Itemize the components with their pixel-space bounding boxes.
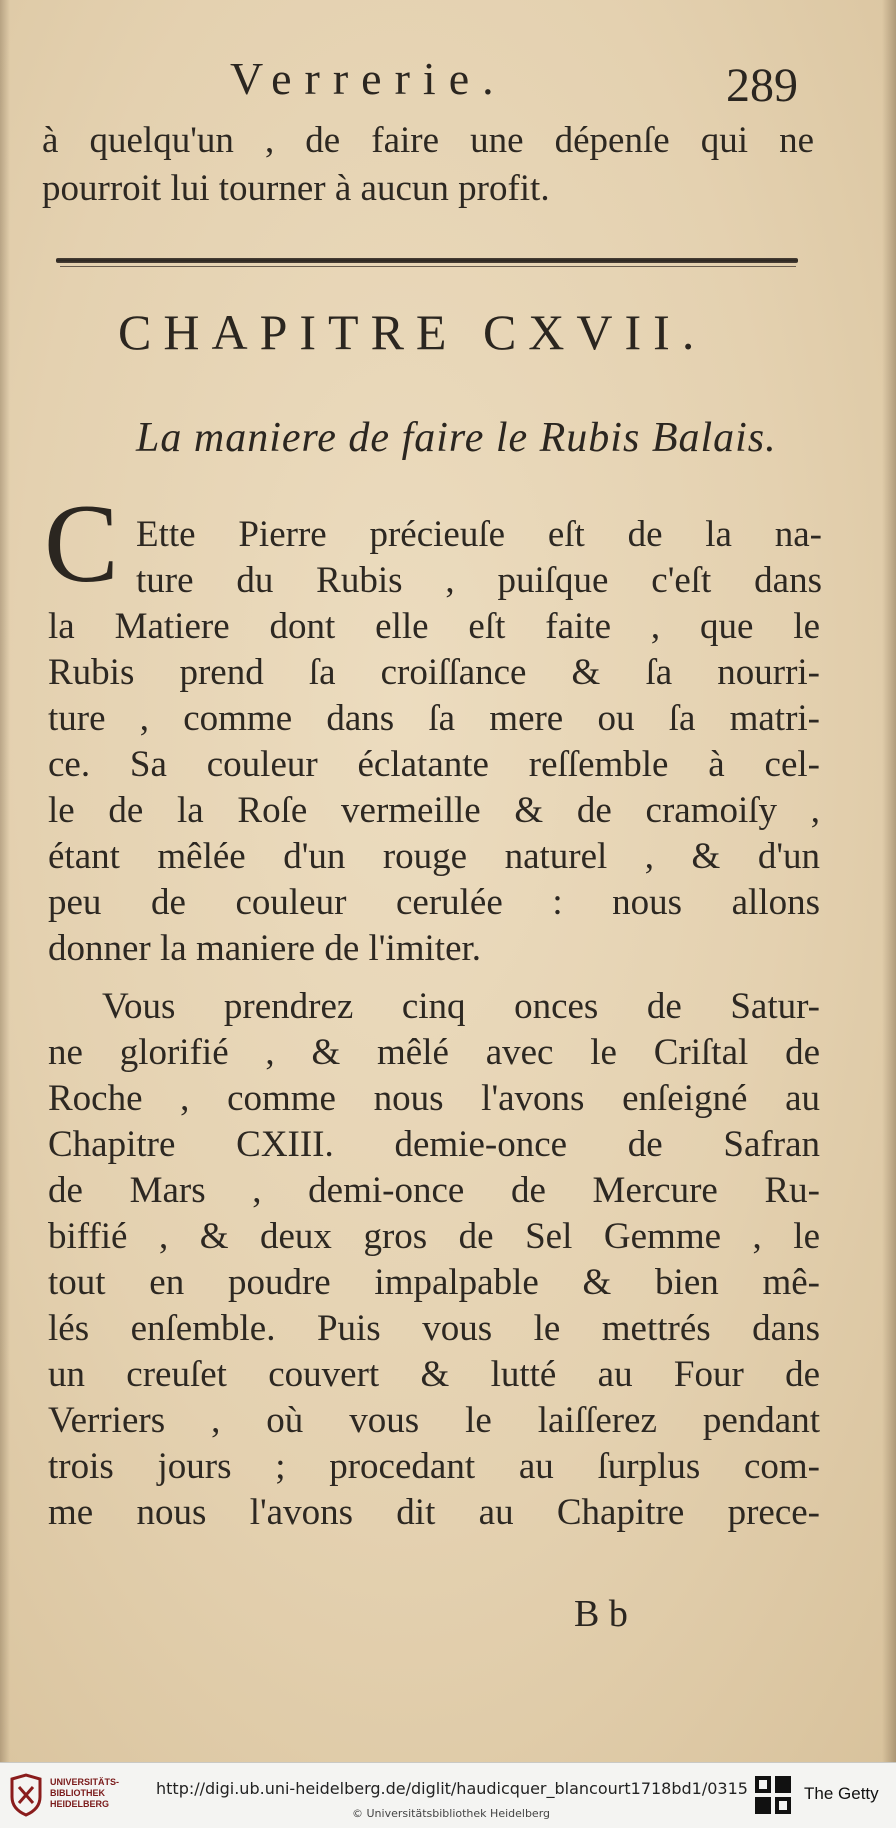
page-shadow-right: [882, 0, 896, 1762]
paragraph1-line-9: peu de couleur cerulée : nous allons: [48, 882, 820, 923]
paragraph2-line-2: ne glorifié , & mêlé avec le Criſtal de: [48, 1032, 820, 1073]
paragraph2-line-8: lés enſemble. Puis vous le mettrés dans: [48, 1308, 820, 1349]
paragraph2-line-3: Roche , comme nous l'avons enſeigné au: [48, 1078, 820, 1119]
paragraph1-line-10: donner la maniere de l'imiter.: [48, 928, 482, 969]
running-head: Verrerie.: [230, 53, 507, 104]
getty-logo-icon: [754, 1775, 792, 1815]
partner-name: The Getty: [804, 1784, 879, 1803]
chapter-title: CHAPITRE CXVII.: [118, 304, 707, 360]
copyright-notice: © Universitätsbibliothek Heidelberg: [352, 1807, 551, 1820]
viewer-footer: [0, 1762, 896, 1828]
carryover-line-1: à quelqu'un , de faire une dépenſe qui ne: [42, 120, 814, 161]
paragraph2-line-10: Verriers , où vous le laiſſerez pendant: [48, 1400, 820, 1441]
paragraph2-line-9: un creuſet couvert & lutté au Four de: [48, 1354, 820, 1395]
paragraph2-line-6: biffié , & deux gros de Sel Gemme , le: [48, 1216, 820, 1257]
catchword-signature: B b: [574, 1593, 628, 1635]
paragraph2-line-12: me nous l'avons dit au Chapitre prece-: [48, 1492, 820, 1533]
paragraph2-line-5: de Mars , demi-once de Mercure Ru-: [48, 1170, 820, 1211]
paragraph1-line-6: ce. Sa couleur éclatante reſſemble à cel-: [48, 744, 820, 785]
paragraph2-line-11: trois jours ; procedant au ſurplus com-: [48, 1446, 820, 1487]
paragraph2-line-4: Chapitre CXIII. demie-once de Safran: [48, 1124, 820, 1165]
paragraph2-line-7: tout en poudre impalpable & bien mê-: [48, 1262, 820, 1303]
chapter-subtitle: La maniere de faire le Rubis Balais.: [136, 415, 777, 461]
paragraph1-line-7: le de la Roſe vermeille & de cramoiſy ,: [48, 790, 820, 831]
section-rule-thin: [60, 266, 796, 267]
drop-cap: C: [44, 482, 119, 606]
permalink-url[interactable]: http://digi.ub.uni-heidelberg.de/diglit/haudicquer_blancourt1718bd1/0315: [156, 1779, 748, 1798]
paragraph1-line-5: ture , comme dans ſa mere ou ſa matri-: [48, 698, 820, 739]
university-seal-icon: [8, 1773, 44, 1817]
paragraph1-line-3: la Matiere dont elle eſt faite , que le: [48, 606, 820, 647]
page-shadow-left: [0, 0, 10, 1762]
section-rule: [56, 258, 798, 263]
paragraph1-line-8: étant mêlée d'un rouge naturel , & d'un: [48, 836, 820, 877]
paragraph1-line-1: Ette Pierre précieuſe eſt de la na-: [136, 514, 822, 555]
paragraph2-line-1: Vous prendrez cinq onces de Satur-: [102, 986, 820, 1027]
paragraph1-line-4: Rubis prend ſa croiſſance & ſa nourri-: [48, 652, 820, 693]
institution-name: UNIVERSITÄTS- BIBLIOTHEK HEIDELBERG: [50, 1777, 120, 1809]
paragraph1-line-2: ture du Rubis , puiſque c'eſt dans: [136, 560, 822, 601]
page-number: 289: [726, 59, 798, 112]
carryover-line-2: pourroit lui tourner à aucun profit.: [42, 168, 550, 209]
